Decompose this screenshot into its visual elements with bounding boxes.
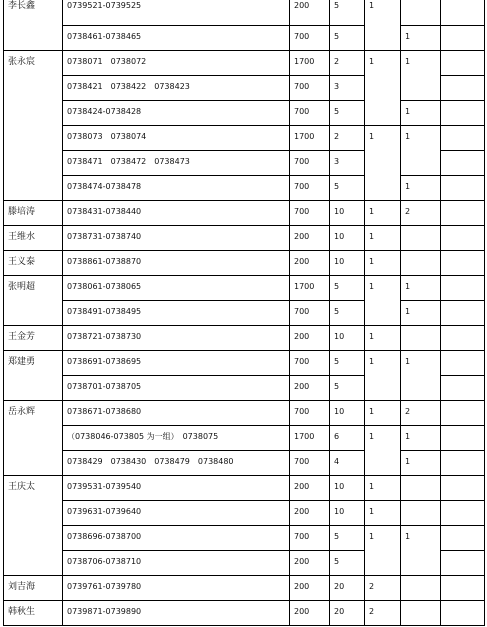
group-count-cell: 1 (365, 126, 401, 201)
table-body (4, 0, 485, 626)
face-value-cell: 1700 (290, 51, 330, 76)
blank-cell (441, 326, 485, 351)
ticket-range-cell: 0739531-0739540 (63, 476, 290, 501)
blank-cell (441, 151, 485, 176)
ticket-range-cell: 0738073 0738074 (63, 126, 290, 151)
group-count-cell: 1 (365, 226, 401, 251)
quantity-cell: 3 (330, 76, 365, 101)
holder-name-cell: 滕培涛 (4, 201, 63, 226)
blank-cell (441, 201, 485, 226)
subgroup-count-cell: 1 (401, 276, 441, 301)
ticket-table (3, 0, 485, 626)
ticket-range-cell: 0739871-0739890 (63, 601, 290, 626)
blank-cell (441, 526, 485, 551)
blank-cell (441, 276, 485, 301)
blank-cell (441, 176, 485, 201)
group-count-cell: 2 (365, 601, 401, 626)
table-row (4, 326, 485, 351)
ticket-range-cell: 0739761-0739780 (63, 576, 290, 601)
quantity-cell: 5 (330, 176, 365, 201)
quantity-cell: 10 (330, 226, 365, 251)
subgroup-count-cell: 1 (401, 126, 441, 176)
table-row (4, 576, 485, 601)
group-count-cell: 1 (365, 0, 401, 51)
subgroup-count-cell: 1 (401, 51, 441, 101)
group-count-cell: 1 (365, 326, 401, 351)
quantity-cell: 3 (330, 151, 365, 176)
ticket-range-cell: 0738671-0738680 (63, 401, 290, 426)
holder-name-cell: 岳永辉 (4, 401, 63, 476)
table-row (4, 176, 485, 201)
quantity-cell: 5 (330, 376, 365, 401)
group-count-cell: 1 (365, 51, 401, 126)
ticket-range-cell: 0738701-0738705 (63, 376, 290, 401)
blank-cell (441, 551, 485, 576)
table-row (4, 476, 485, 501)
face-value-cell: 700 (290, 151, 330, 176)
holder-name-cell: 王庆太 (4, 476, 63, 576)
blank-cell (441, 601, 485, 626)
quantity-cell: 5 (330, 351, 365, 376)
subgroup-count-cell: 2 (401, 401, 441, 426)
holder-name-cell: 张明超 (4, 276, 63, 326)
subgroup-count-cell: 2 (401, 201, 441, 226)
face-value-cell: 200 (290, 0, 330, 26)
subgroup-count-cell: 1 (401, 101, 441, 126)
blank-cell (441, 301, 485, 326)
subgroup-count-cell (401, 576, 441, 601)
ticket-range-cell: 0738071 0738072 (63, 51, 290, 76)
table-row (4, 601, 485, 626)
table-row (4, 451, 485, 476)
quantity-cell: 10 (330, 326, 365, 351)
subgroup-count-cell (401, 326, 441, 351)
quantity-cell: 4 (330, 451, 365, 476)
quantity-cell: 5 (330, 101, 365, 126)
ticket-range-cell: 0738721-0738730 (63, 326, 290, 351)
quantity-cell: 5 (330, 526, 365, 551)
quantity-cell: 10 (330, 251, 365, 276)
table-row (4, 301, 485, 326)
blank-cell (441, 401, 485, 426)
subgroup-count-cell: 1 (401, 351, 441, 401)
table-row (4, 351, 485, 376)
subgroup-count-cell: 1 (401, 451, 441, 476)
face-value-cell: 1700 (290, 276, 330, 301)
blank-cell (441, 576, 485, 601)
face-value-cell: 1700 (290, 426, 330, 451)
quantity-cell: 5 (330, 0, 365, 26)
blank-cell (441, 251, 485, 276)
quantity-cell: 10 (330, 201, 365, 226)
quantity-cell: 5 (330, 301, 365, 326)
group-count-cell: 1 (365, 476, 401, 501)
holder-name-cell: 张永宸 (4, 51, 63, 201)
ticket-range-cell: 0738474-0738478 (63, 176, 290, 201)
group-count-cell: 1 (365, 201, 401, 226)
quantity-cell: 2 (330, 126, 365, 151)
table-row (4, 0, 485, 26)
ticket-range-cell: 0739521-0739525 (63, 0, 290, 26)
quantity-cell: 20 (330, 576, 365, 601)
table-row (4, 426, 485, 451)
group-count-cell: 1 (365, 276, 401, 326)
ticket-range-cell: 0739631-0739640 (63, 501, 290, 526)
table-row (4, 126, 485, 151)
ticket-range-cell: 0738471 0738472 0738473 (63, 151, 290, 176)
face-value-cell: 200 (290, 476, 330, 501)
subgroup-count-cell (401, 601, 441, 626)
ticket-range-cell: 0738061-0738065 (63, 276, 290, 301)
face-value-cell: 700 (290, 351, 330, 376)
subgroup-count-cell (401, 0, 441, 26)
subgroup-count-cell (401, 476, 441, 501)
blank-cell (441, 76, 485, 101)
face-value-cell: 700 (290, 101, 330, 126)
subgroup-count-cell: 1 (401, 426, 441, 451)
ticket-range-cell: 0738706-0738710 (63, 551, 290, 576)
holder-name-cell: 郑建勇 (4, 351, 63, 401)
face-value-cell: 200 (290, 551, 330, 576)
blank-cell (441, 501, 485, 526)
blank-cell (441, 226, 485, 251)
quantity-cell: 10 (330, 401, 365, 426)
quantity-cell: 5 (330, 26, 365, 51)
face-value-cell: 200 (290, 601, 330, 626)
holder-name-cell: 李长鑫 (4, 0, 63, 51)
ticket-range-cell: 0738431-0738440 (63, 201, 290, 226)
group-count-cell: 1 (365, 401, 401, 426)
table-row (4, 501, 485, 526)
blank-cell (441, 51, 485, 76)
quantity-cell: 10 (330, 476, 365, 501)
blank-cell (441, 451, 485, 476)
quantity-cell: 2 (330, 51, 365, 76)
ticket-range-cell: 0738424-0738428 (63, 101, 290, 126)
table-row (4, 276, 485, 301)
face-value-cell: 200 (290, 226, 330, 251)
holder-name-cell: 韩秋生 (4, 601, 63, 626)
blank-cell (441, 0, 485, 26)
table-row (4, 526, 485, 551)
face-value-cell: 700 (290, 176, 330, 201)
table-row (4, 51, 485, 76)
ticket-range-cell: 0738731-0738740 (63, 226, 290, 251)
subgroup-count-cell (401, 226, 441, 251)
ticket-range-cell: 0738429 0738430 0738479 0738480 (63, 451, 290, 476)
holder-name-cell: 王义泰 (4, 251, 63, 276)
face-value-cell: 200 (290, 251, 330, 276)
ticket-range-cell: 0738861-0738870 (63, 251, 290, 276)
holder-name-cell: 王金芳 (4, 326, 63, 351)
ticket-range-cell: 0738461-0738465 (63, 26, 290, 51)
group-count-cell: 1 (365, 251, 401, 276)
face-value-cell: 700 (290, 301, 330, 326)
blank-cell (441, 26, 485, 51)
quantity-cell: 5 (330, 551, 365, 576)
group-count-cell: 2 (365, 576, 401, 601)
subgroup-count-cell: 1 (401, 26, 441, 51)
table-row (4, 226, 485, 251)
face-value-cell: 700 (290, 401, 330, 426)
face-value-cell: 700 (290, 76, 330, 101)
blank-cell (441, 351, 485, 376)
face-value-cell: 1700 (290, 126, 330, 151)
ticket-range-cell: 0738491-0738495 (63, 301, 290, 326)
table-row (4, 401, 485, 426)
ticket-range-cell: 0738691-0738695 (63, 351, 290, 376)
blank-cell (441, 426, 485, 451)
face-value-cell: 200 (290, 576, 330, 601)
table-row (4, 201, 485, 226)
quantity-cell: 20 (330, 601, 365, 626)
group-count-cell: 1 (365, 526, 401, 576)
subgroup-count-cell: 1 (401, 176, 441, 201)
subgroup-count-cell (401, 251, 441, 276)
face-value-cell: 700 (290, 526, 330, 551)
blank-cell (441, 126, 485, 151)
face-value-cell: 700 (290, 451, 330, 476)
face-value-cell: 200 (290, 326, 330, 351)
blank-cell (441, 101, 485, 126)
table-row (4, 26, 485, 51)
quantity-cell: 6 (330, 426, 365, 451)
subgroup-count-cell (401, 501, 441, 526)
group-count-cell: 1 (365, 426, 401, 476)
subgroup-count-cell: 1 (401, 526, 441, 576)
group-count-cell: 1 (365, 351, 401, 401)
ticket-range-cell: 0738696-0738700 (63, 526, 290, 551)
blank-cell (441, 476, 485, 501)
ticket-range-cell: （0738046-073805 为一组） 0738075 (63, 426, 290, 451)
quantity-cell: 5 (330, 276, 365, 301)
group-count-cell: 1 (365, 501, 401, 526)
face-value-cell: 200 (290, 501, 330, 526)
table-row (4, 251, 485, 276)
table-row (4, 101, 485, 126)
blank-cell (441, 376, 485, 401)
ticket-range-cell: 0738421 0738422 0738423 (63, 76, 290, 101)
holder-name-cell: 刘吉海 (4, 576, 63, 601)
subgroup-count-cell: 1 (401, 301, 441, 326)
face-value-cell: 700 (290, 26, 330, 51)
quantity-cell: 10 (330, 501, 365, 526)
face-value-cell: 200 (290, 376, 330, 401)
face-value-cell: 700 (290, 201, 330, 226)
holder-name-cell: 王维水 (4, 226, 63, 251)
